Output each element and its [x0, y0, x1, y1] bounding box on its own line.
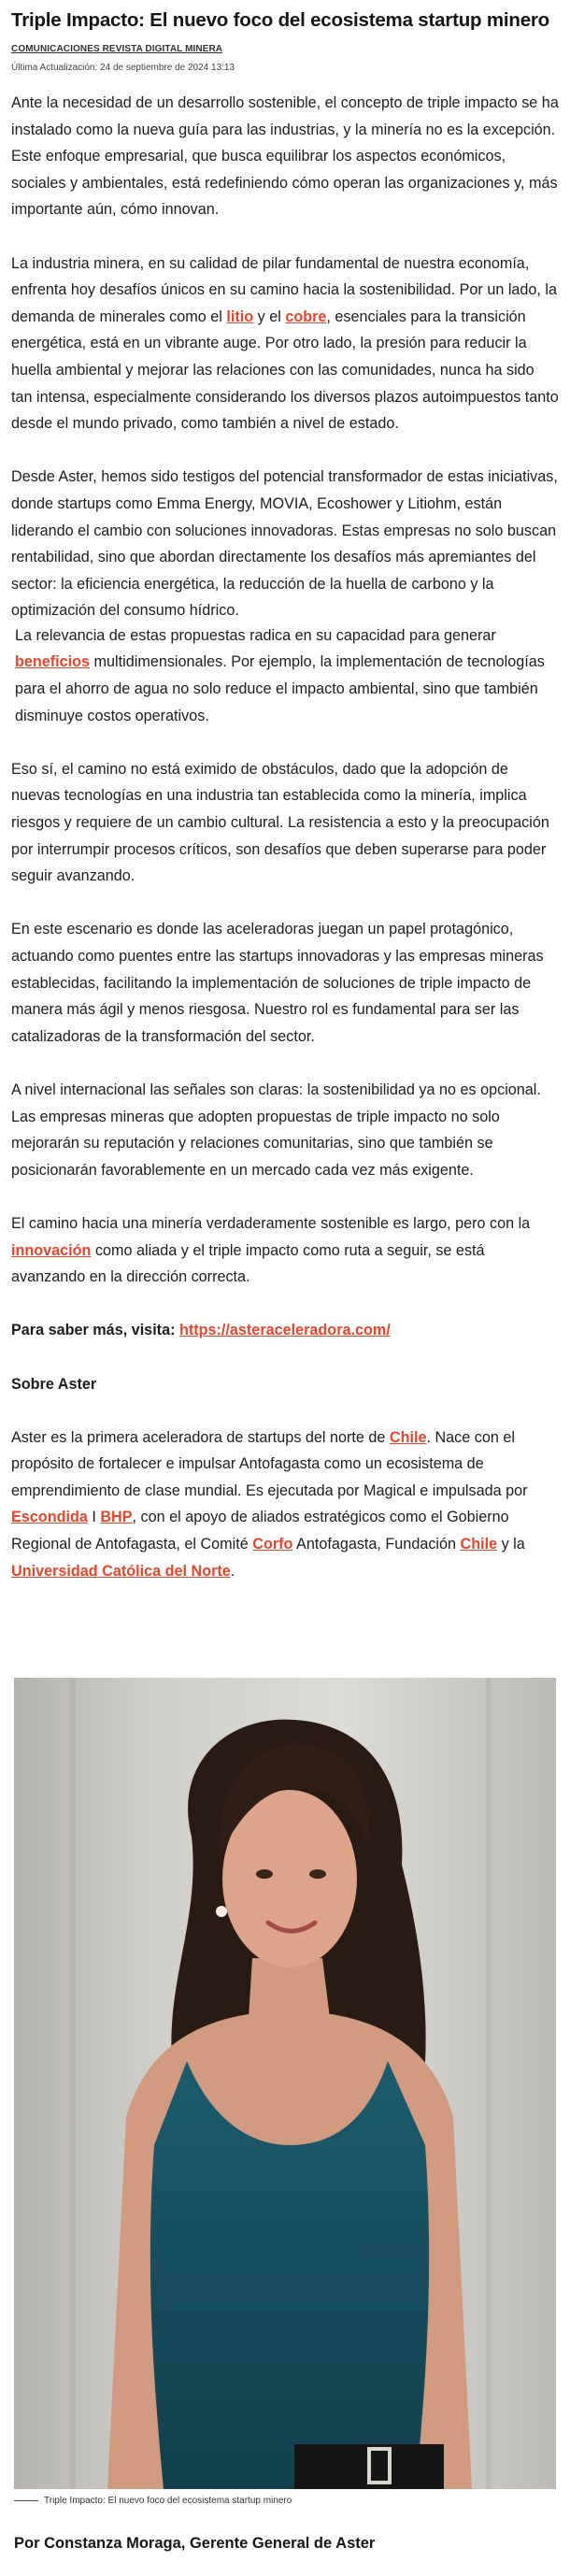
about-paragraph: [11, 1424, 559, 1585]
author-photo: [14, 1678, 556, 2489]
about-text-c: I: [87, 1509, 101, 1526]
about-text-e: Antofagasta, Fundación: [292, 1536, 461, 1553]
paragraph-8-text-b: como aliada y el triple impacto como ruta a seguir, se está avanzando en la dirección correcta.: [11, 1241, 485, 1286]
link-universidad-catolica[interactable]: Universidad Católica del Norte: [11, 1562, 231, 1580]
paragraph-4-text-b: multidimensionales. Por ejemplo, la implementación de tecnologías para el ahorro de agua no solo reduce el impacto ambiental, sino que también disminuye costos operativos.: [15, 653, 545, 724]
paragraph-6: En este escenario es donde las aceleradoras juegan un papel protagónico, actuando como puentes entre las startups innovadoras y las empresas mineras establecidas, facilitando la implementación de soluciones de triple impacto de manera más ágil y menos riesgosa. Nuestro rol es fundamental para ser las catalizadoras de la transformación del sector.: [11, 921, 544, 1045]
link-cobre[interactable]: cobre: [285, 308, 327, 325]
paragraph-4-text-a: La relevancia de estas propuestas radica en su capacidad para generar: [15, 626, 496, 644]
article-signature: Por Constanza Moraga, Gerente General de Aster: [14, 2535, 376, 2552]
paragraph-2-text-a: La industria minera, en su calidad de pilar fundamental de nuestra economía, enfrenta hoy desafíos únicos en su camino hacia la sostenibilidad. Por un lado, la demanda de minerales como el: [11, 254, 558, 325]
photo-caption-text: Triple Impacto: El nuevo foco del ecosistema startup minero: [44, 2496, 292, 2506]
paragraph-4: [11, 623, 559, 729]
about-text-b: . Nace con el propósito de fortalecer e impulsar Antofagasta como un ecosistema de emprendimiento de clase mundial. Es ejecutada por Magical e impulsada por: [11, 1428, 528, 1499]
paragraph-2: [11, 250, 559, 437]
link-litio[interactable]: litio: [226, 308, 254, 325]
paragraph-1: Ante la necesidad de un desarrollo sostenible, el concepto de triple impacto se ha instalado como la nueva guía para las industrias, y la minería no es la excepción. Este enfoque empresarial, que busca equilibrar los aspectos económicos, sociales y ambientales, está redefiniendo cómo operan las organizaciones y, más importante aún, cómo innovan.: [11, 94, 559, 219]
more-info-label: Para saber más, visita:: [11, 1322, 179, 1339]
link-bhp[interactable]: BHP: [100, 1509, 133, 1526]
paragraph-7: A nivel internacional las señales son claras: la sostenibilidad ya no es opcional. Las empresas mineras que adopten propuestas de triple impacto no solo mejorarán su reputación y relaciones comunitarias, sino que también se posicionarán favorablemente en un mercado cada vez más exigente.: [11, 1080, 541, 1179]
link-beneficios[interactable]: beneficios: [15, 653, 91, 671]
photo-caption: [14, 2496, 292, 2506]
article-body: [11, 90, 559, 1611]
paragraph-2-text-b: y el: [253, 308, 286, 325]
about-text-d: , con el apoyo de aliados estratégicos como el Gobierno Regional de Antofagasta, el Comité: [11, 1509, 509, 1553]
paragraph-8-text-a: El camino hacia una minería verdaderamente sostenible es largo, pero con la: [11, 1214, 531, 1232]
author-link[interactable]: COMUNICACIONES REVISTA DIGITAL MINERA: [11, 44, 223, 54]
paragraph-2-text-c: , esenciales para la transición energética, está en un vibrante auge. Por otro lado, la presión para reducir la huella ambiental y mejorar las relaciones con las comunidades, nunca ha sido tan intensa, especialmente considerando los diversos plazos autoimpuestos tanto desde el mundo privado, como también a nivel de estado.: [11, 308, 559, 433]
about-text-f: y la: [497, 1536, 525, 1553]
about-heading: Sobre Aster: [11, 1375, 97, 1393]
caption-rule: [14, 2500, 38, 2501]
link-corfo[interactable]: Corfo: [252, 1536, 293, 1553]
link-innovacion[interactable]: innovación: [11, 1241, 92, 1259]
about-text-a: Aster es la primera aceleradora de startups del norte de: [11, 1428, 390, 1446]
article-title: Triple Impacto: El nuevo foco del ecosistema startup minero: [11, 9, 550, 31]
link-aster-website[interactable]: https://asteraceleradora.com/: [178, 1322, 391, 1339]
link-escondida[interactable]: Escondida: [11, 1509, 88, 1526]
updated-timestamp: Última Actualización: 24 de septiembre de 2024 13:13: [11, 63, 235, 73]
about-text-g: .: [230, 1562, 235, 1580]
paragraph-3: Desde Aster, hemos sido testigos del potencial transformador de estas iniciativas, donde startups como Emma Energy, MOVIA, Ecoshower y Litiohm, están liderando el cambio con soluciones innovadoras. Estas empresas no solo buscan rentabilidad, sino que abordan directamente los desafíos más apremiantes del sector: la eficiencia energética, la reducción de la huella de carbono y la optimización del consumo hídrico.: [11, 468, 558, 620]
paragraph-8: [11, 1210, 559, 1291]
more-info-line: [11, 1317, 559, 1344]
paragraph-5: Eso sí, el camino no está eximido de obstáculos, dado que la adopción de nuevas tecnologías en una industria tan establecida como la minería, implica riesgos y requiere de un cambio cultural. La resistencia a esto y la preocupación por interrumpir procesos críticos, son desafíos que deben superarse para poder seguir avanzando.: [11, 760, 549, 885]
link-chile-2[interactable]: Chile: [460, 1536, 498, 1553]
link-chile-1[interactable]: Chile: [389, 1428, 427, 1446]
portrait-illustration: [14, 1678, 556, 2489]
